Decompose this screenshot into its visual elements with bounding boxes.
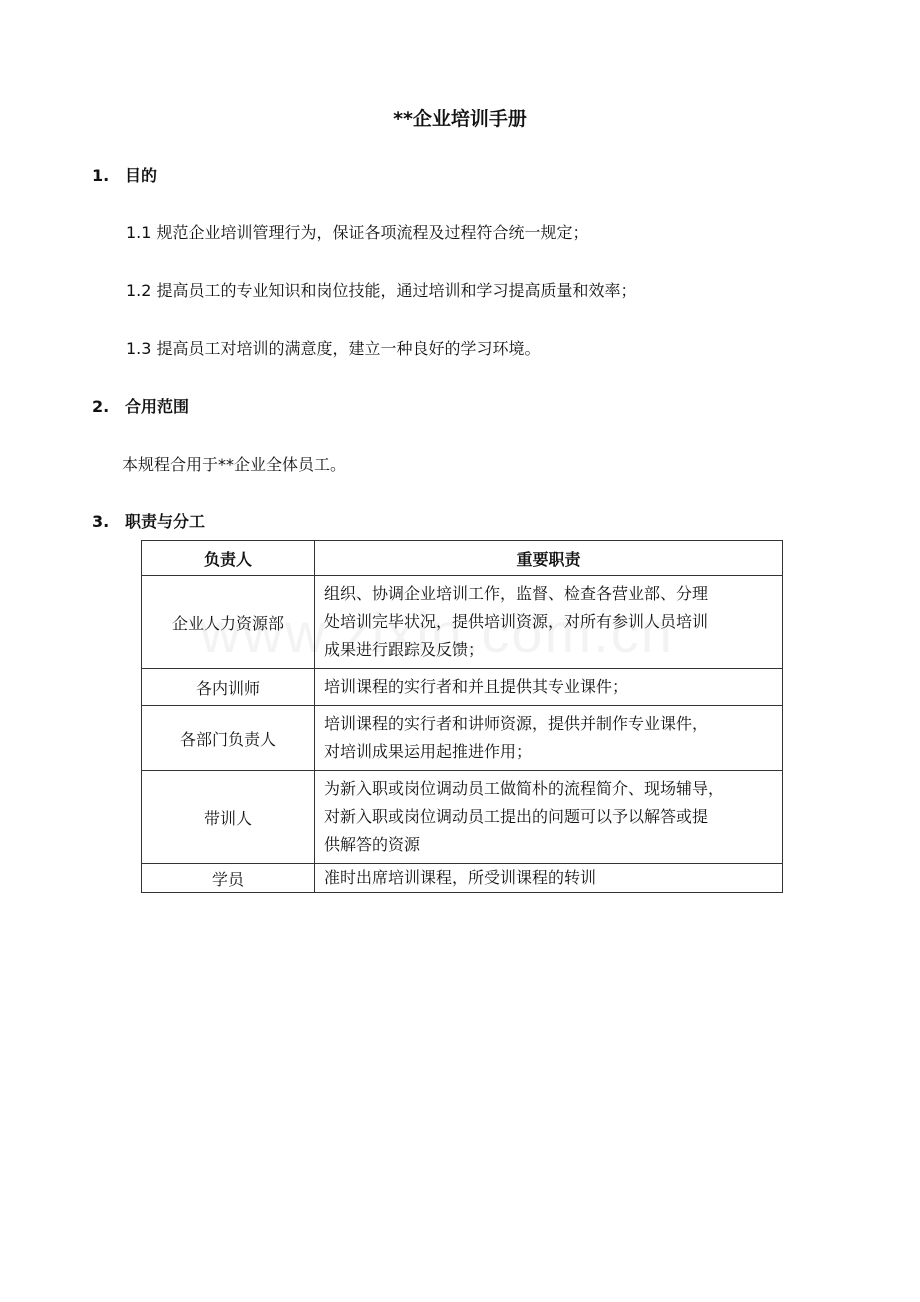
section-number: 3. [92, 512, 110, 531]
section-heading-duties [92, 509, 205, 532]
duty-line: 成果进行跟踪及反馈； [324, 640, 485, 659]
duty-line: 培训课程的实行者和并且提供其专业课件； [324, 677, 629, 696]
header-responsible: 负责人 [142, 541, 315, 576]
section-number: 2. [92, 397, 110, 416]
duty-line: 培训课程的实行者和讲师资源，提供并制作专业课件， [324, 714, 709, 733]
paragraph-scope: 本规程合用于**企业全体员工。 [122, 455, 347, 474]
document-title: **企业培训手册 [393, 108, 527, 130]
duty-cell [315, 864, 783, 893]
paragraph-1-1: 1.1 规范企业培训管理行为，保证各项流程及过程符合统一规定； [126, 223, 589, 242]
table-row [142, 706, 783, 771]
table-row [142, 864, 783, 893]
section-heading-purpose [92, 163, 157, 186]
table-header-row [142, 541, 783, 576]
role-cell: 企业人力资源部 [142, 576, 315, 669]
section-number: 1. [92, 166, 110, 185]
section-title: 目的 [125, 166, 158, 185]
duty-line: 对新入职或岗位调动员工提出的问题可以予以解答或提 [324, 807, 709, 826]
role-cell: 各部门负责人 [142, 706, 315, 771]
duty-line: 为新入职或岗位调动员工做简朴的流程简介、现场辅导， [324, 779, 725, 798]
table-row [142, 669, 783, 706]
role-cell: 各内训师 [142, 669, 315, 706]
duty-line: 处培训完毕状况，提供培训资源，对所有参训人员培训 [324, 612, 709, 631]
section-heading-scope [92, 394, 189, 417]
paragraph-1-2: 1.2 提高员工的专业知识和岗位技能，通过培训和学习提高质量和效率； [126, 281, 637, 300]
duty-cell [315, 771, 783, 864]
duty-line: 组织、协调企业培训工作，监督、检查各营业部、分理 [324, 584, 709, 603]
duty-line: 供解答的资源 [324, 835, 421, 854]
duty-line: 准时出席培训课程，所受训课程的转训 [324, 868, 597, 887]
duty-cell [315, 706, 783, 771]
role-cell: 学员 [142, 864, 315, 893]
duty-table [141, 540, 783, 893]
duty-line: 对培训成果运用起推进作用； [324, 742, 533, 761]
role-cell: 带训人 [142, 771, 315, 864]
header-main-duties: 重要职责 [315, 541, 783, 576]
paragraph-1-3: 1.3 提高员工对培训的满意度，建立一种良好的学习环境。 [126, 339, 541, 358]
table-row [142, 576, 783, 669]
section-title: 职责与分工 [125, 512, 206, 531]
table-row [142, 771, 783, 864]
section-title: 合用范围 [125, 397, 190, 416]
duty-cell [315, 669, 783, 706]
duty-cell [315, 576, 783, 669]
